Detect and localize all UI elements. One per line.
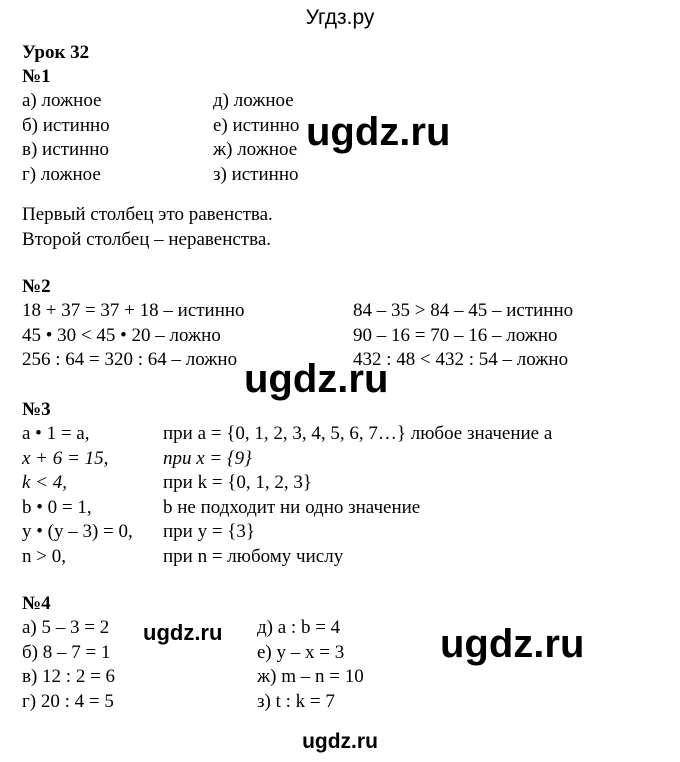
exercise-3-expressions bbox=[22, 422, 133, 569]
answer-item: з) t : k = 7 bbox=[257, 690, 335, 712]
expression-line: b • 0 = 1, bbox=[22, 496, 92, 518]
exercise-4-left-column bbox=[22, 616, 115, 714]
answer-item: ж) m – n = 10 bbox=[257, 666, 364, 687]
equation-line: 45 • 30 < 45 • 20 – ложно bbox=[22, 324, 221, 346]
site-title: Угдз.ру bbox=[305, 6, 375, 29]
exercise-1-right-column bbox=[213, 89, 299, 187]
expression-line: a • 1 = a, bbox=[22, 423, 90, 444]
exercise-3-conditions bbox=[163, 422, 552, 569]
equation-line: 90 – 16 = 70 – 16 – ложно bbox=[353, 324, 558, 346]
watermark: ugdz.ru bbox=[302, 730, 378, 753]
condition-line: при y = {3} bbox=[163, 521, 256, 542]
answer-item: а) ложное bbox=[22, 90, 102, 111]
condition-line: при n = любому числу bbox=[163, 545, 344, 567]
equation-line: 432 : 48 < 432 : 54 – ложно bbox=[353, 349, 569, 370]
equation-line: 256 : 64 = 320 : 64 – ложно bbox=[22, 349, 238, 370]
note-line: Первый столбец это равенства. bbox=[22, 204, 273, 225]
watermark: ugdz.ru bbox=[306, 110, 451, 154]
exercise-4-right-column bbox=[257, 616, 364, 714]
exercise-1-number: №1 bbox=[22, 66, 51, 87]
answer-item: а) 5 – 3 = 2 bbox=[22, 617, 110, 638]
answer-item: г) ложное bbox=[22, 163, 101, 185]
exercise-4-number: №4 bbox=[22, 593, 51, 614]
exercise-2-number: №2 bbox=[22, 276, 51, 297]
condition-line: при k = {0, 1, 2, 3} bbox=[163, 472, 313, 493]
exercise-1-notes bbox=[22, 203, 273, 252]
exercise-3-number: №3 bbox=[22, 399, 51, 420]
answer-item: в) истинно bbox=[22, 139, 109, 160]
watermark: ugdz.ru bbox=[244, 357, 389, 401]
answer-item: е) истинно bbox=[213, 114, 300, 136]
expression-line: y • (y – 3) = 0, bbox=[22, 521, 133, 542]
equation-line: 84 – 35 > 84 – 45 – истинно bbox=[353, 300, 574, 321]
answer-item: д) ложное bbox=[213, 90, 294, 111]
condition-line: при x = {9} bbox=[163, 447, 252, 469]
exercise-1-left-column bbox=[22, 89, 110, 187]
condition-line: при a = {0, 1, 2, 3, 4, 5, 6, 7…} любое значение a bbox=[163, 423, 553, 444]
answer-item: з) истинно bbox=[213, 163, 299, 185]
equation-line: 18 + 37 = 37 + 18 – истинно bbox=[22, 300, 245, 321]
watermark: ugdz.ru bbox=[440, 622, 585, 666]
answer-item: д) a : b = 4 bbox=[257, 617, 341, 638]
answer-item: б) 8 – 7 = 1 bbox=[22, 641, 111, 663]
watermark: ugdz.ru bbox=[143, 620, 223, 645]
answer-item: е) y – x = 3 bbox=[257, 641, 345, 663]
expression-line: k < 4, bbox=[22, 472, 68, 493]
answer-item: г) 20 : 4 = 5 bbox=[22, 690, 114, 712]
exercise-2-left-column bbox=[22, 299, 245, 373]
answer-item: б) истинно bbox=[22, 114, 110, 136]
condition-line: b не подходит ни одно значение bbox=[163, 496, 421, 518]
expression-line: n > 0, bbox=[22, 545, 66, 567]
lesson-title: Урок 32 bbox=[22, 42, 90, 63]
answer-item: ж) ложное bbox=[213, 139, 298, 160]
expression-line: x + 6 = 15, bbox=[22, 447, 109, 469]
answer-item: в) 12 : 2 = 6 bbox=[22, 666, 116, 687]
note-line: Второй столбец – неравенства. bbox=[22, 228, 272, 250]
